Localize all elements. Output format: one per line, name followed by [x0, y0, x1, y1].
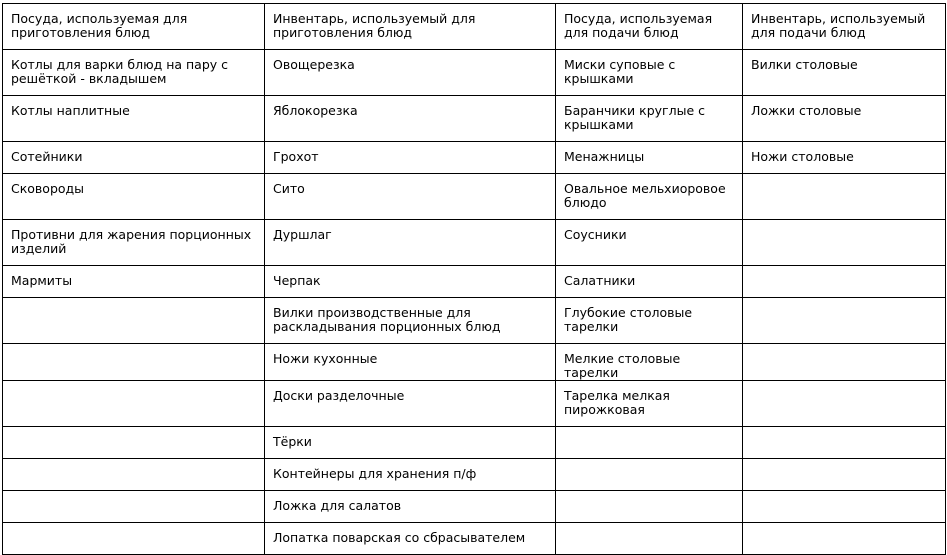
table-cell: Сотейники [3, 142, 265, 174]
table-cell: Противни для жарения порционных изделий [3, 220, 265, 266]
header-cell: Посуда, используемая для подачи блюд [556, 4, 743, 50]
table-cell [743, 344, 946, 381]
table-row [3, 174, 946, 220]
table-cell [743, 459, 946, 491]
table-cell: Соусники [556, 220, 743, 266]
table-cell: Доски разделочные [265, 381, 556, 427]
table-cell: Котлы для варки блюд на пару с решёткой - вкладышем [3, 50, 265, 96]
table-row [3, 220, 946, 266]
table-row [3, 459, 946, 491]
table-cell [3, 344, 265, 381]
table-row [3, 142, 946, 174]
table-cell [743, 266, 946, 298]
table-cell [3, 523, 265, 555]
table-cell: Сковороды [3, 174, 265, 220]
table-cell: Менажницы [556, 142, 743, 174]
table-row [3, 523, 946, 555]
table-cell: Ложка для салатов [265, 491, 556, 523]
table-cell: Ножи столовые [743, 142, 946, 174]
table-cell: Баранчики круглые с крышками [556, 96, 743, 142]
header-cell: Инвентарь, используемый для приготовления блюд [265, 4, 556, 50]
table-cell: Котлы наплитные [3, 96, 265, 142]
table-cell [743, 298, 946, 344]
table-cell [556, 427, 743, 459]
table-cell: Грохот [265, 142, 556, 174]
table-cell: Дуршлаг [265, 220, 556, 266]
table-cell: Сито [265, 174, 556, 220]
table-cell [3, 381, 265, 427]
table-cell [556, 523, 743, 555]
equipment-table [2, 3, 946, 555]
table-cell: Лопатка поварская со сбрасывателем [265, 523, 556, 555]
table-row [3, 381, 946, 427]
table-row [3, 344, 946, 381]
table-cell: Ложки столовые [743, 96, 946, 142]
table-cell [556, 491, 743, 523]
table-cell [556, 459, 743, 491]
table-cell [743, 427, 946, 459]
table-cell: Яблокорезка [265, 96, 556, 142]
table-cell [743, 174, 946, 220]
header-cell: Посуда, используемая для приготовления блюд [3, 4, 265, 50]
table-cell: Мармиты [3, 266, 265, 298]
table-cell: Черпак [265, 266, 556, 298]
table-cell: Салатники [556, 266, 743, 298]
table-cell: Тарелка мелкая пирожковая [556, 381, 743, 427]
table-cell: Овальное мельхиоровое блюдо [556, 174, 743, 220]
table-cell: Овощерезка [265, 50, 556, 96]
table-cell [3, 427, 265, 459]
table-cell: Миски суповые с крышками [556, 50, 743, 96]
table-cell: Глубокие столовые тарелки [556, 298, 743, 344]
table-cell [743, 220, 946, 266]
table-cell [743, 523, 946, 555]
table-row [3, 266, 946, 298]
table-cell [3, 459, 265, 491]
table-cell [743, 491, 946, 523]
table-cell: Тёрки [265, 427, 556, 459]
table-cell: Ножи кухонные [265, 344, 556, 381]
table-row [3, 96, 946, 142]
table-cell: Контейнеры для хранения п/ф [265, 459, 556, 491]
table-cell: Вилки столовые [743, 50, 946, 96]
table-cell [3, 298, 265, 344]
table-cell [3, 491, 265, 523]
table-cell: Вилки производственные для раскладывания порционных блюд [265, 298, 556, 344]
table-header-row [3, 4, 946, 50]
table-row [3, 50, 946, 96]
table-cell: Мелкие столовые тарелки [556, 344, 743, 381]
table-row [3, 427, 946, 459]
header-cell: Инвентарь, используемый для подачи блюд [743, 4, 946, 50]
table-row [3, 298, 946, 344]
table-row [3, 491, 946, 523]
table-cell [743, 381, 946, 427]
